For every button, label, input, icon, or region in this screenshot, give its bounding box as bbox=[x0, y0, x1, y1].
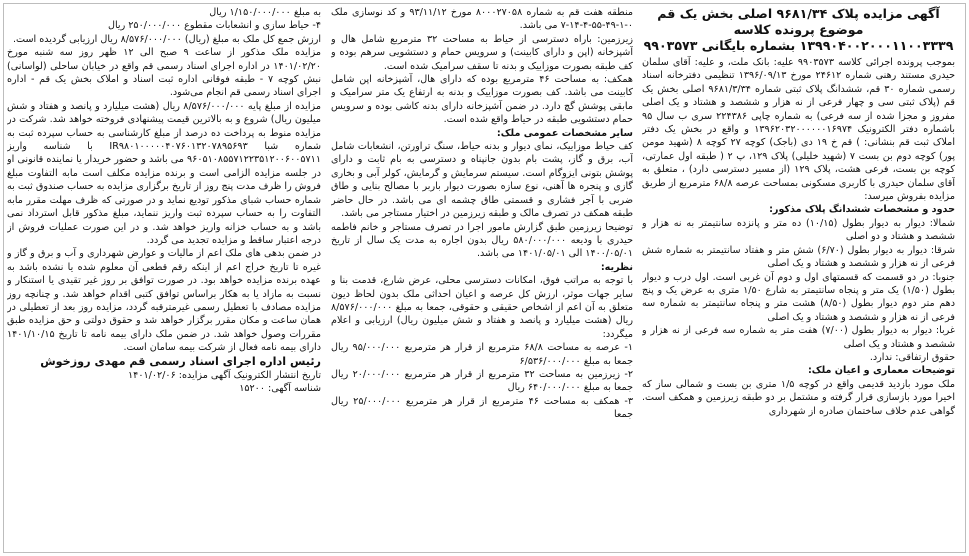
ad-id: شناسه آگهی: ۱۵۲۰۰ bbox=[239, 382, 321, 394]
valuation-item-1: ۱- عرصه به مساحت ۶۸/۸ مترمربع از قرار هر مترمربع ۹۵/۰۰۰/۰۰۰ ریال جمعا به مبلغ ۶/۵۳۶/۰۰۰/۰۰۰ bbox=[331, 342, 633, 367]
notice-title-line-1: آگهی مزایده پلاک ۹۶۸۱/۳۴ اصلی بخش یک قم موضوع پرونده کلاسه bbox=[657, 6, 940, 37]
easement-rights: حقوق ارتفاقی: ندارد. bbox=[869, 351, 955, 363]
valuation-item-4: ۴- حیاط سازی و انشعابات مقطوع ۲۵۰/۰۰۰/۰۰۰ ریال bbox=[108, 20, 321, 32]
boundary-south: جنوبا: در دو قسمت که قسمتهای اول و دوم آن غربی است. اول درب و دیوار بطول (۱/۵۰) یک متر و پنجاه سانتیمتر به شارع ۱/۵۰ متری به عرض یک و پنج دهم متر دوم دیوار بطول (۸/۵۰) هشت متر و پنجاه سانتیمتر به شماره سه فرعی از نه هزار و ششصد و هشتاد و یک اصلی bbox=[642, 271, 955, 323]
auction-time-place: مزایده ملک مذکور از ساعت ۹ صبح الی ۱۲ ظهر روز سه شنبه مورخ ۱۴۰۱/۰۲/۲۰ در اداره اجرای اسناد رسمی قم واقع در خیابان ساحلی (لواسانی) نبش کوچه ۷ - طبقه فوقانی اداره ثبت اسناد و املاک بخش یک قم - اداره اجرای اسناد رسمی قم انجام می‌شود. bbox=[7, 47, 321, 99]
valuation-item-3: ۳- همکف به مساحت ۴۶ مترمربع از قرار هر مترمربع ۲۵/۰۰۰/۰۰۰ ریال جمعا bbox=[331, 395, 633, 421]
publish-date: تاریخ انتشار الکترونیک آگهی مزایده: ۱۴۰۱/۰۲/۰۶ bbox=[128, 369, 321, 381]
case-description: بموجب پرونده اجرائی کلاسه ۹۹۰۳۵۷۳ علیه: بانک ملت، و علیه: آقای سلمان حیدری مستند رهنی شماره ۲۴۶۱۲ مورخ ۱۳۹۶/۰۹/۱۳ تنظیمی دفترخانه اسناد رسمی شماره ۳۰ قم، ششدانگ پلاک ثبتی شماره ۹۶۸۱/۳/۳۴ اصلی بخش یک قم (پلاک ثبتی سی و چهار فرعی از نه هزار و ششصد و هشتاد و یک اصلی مفروز و مجزا شده از سه فرعی) به شماره چاپی ۲۲۴۳۸۶ سری ب سال ۹۵ باشماره دفتر الکترونیک ۱۳۹۶۲۰۳۲۰۰۰۰۰۰۱۶۹۷۴ و واقع در بخش یک دفتر املاک ثبت قم بنشانی: ) قم خ ۱۹ دی (باجک) کوچه ۲۷ کوچه ۸ (شهید مومن پور) کوچه دوم بن بست ۷ (شهید خلیلی) پلاک ۱۲۹، پ ۲ ( طبقه اول عمارتی، کوچه بن بست، فرعی هشت، پلاک ۱۲۹ (از مسیر دسترسی دارد) ، متعلق به آقای سلمان حیدری با کاربری مسکونی بمساحت عرصه ۶۸/۸ مترمربع از طریق مزایده بفروش میرسد: bbox=[642, 57, 955, 203]
notice-column-middle bbox=[331, 6, 633, 548]
architecture-heading: توضیحات معماری و اعیان ملک: bbox=[807, 365, 955, 377]
boundary-north: شمالا: دیوار به دیوار بطول (۱۰/۱۵) ده متر و پانزده سانتیمتر به نه هزار و ششصد و هشتاد و دو اصلی bbox=[642, 217, 955, 243]
auction-conditions: در ضمن بدهی های ملک اعم از مالیات و عوارض شهرداری و آب و برق و گاز و غیره تا تاریخ خراج اعم از اینکه رقم قطعی آن معلوم شده یا نشده باشد به عهده برنده مزایده خواهد بود. در صورت توافق بر روز غیر تقیدی یا استنکار و نسبت به مازاد یا به هکار براساس توافق کتبی اقدام خواهد شد. و چنانچه روز مزایده مصادف با تعطیل رسمی غیرمترقبه گردد، مزایده روز بعد از تعطیلی در همان ساعت و مکان مقرر برگزار خواهد شد و حقوق دولتی و حق مزایده طبق مقررات وصول خواهد شد. در ضمن ملک دارای بیمه نامه تا تاریخ ۱۴۰۱/۱۰/۱۵ دارای بیمه نامه فعال از شرکت بیمه سامان است. bbox=[7, 248, 321, 354]
opinion-heading: نظریه: bbox=[600, 261, 633, 273]
valuation-item-3-amount: به مبلغ ۱/۱۵۰/۰۰۰/۰۰۰ ریال bbox=[209, 7, 321, 18]
architecture-description: ملک مورد بازدید قدیمی واقع در کوچه ۱/۵ متری بن بست و شمالی ساز که اخیرا مورد بازسازی قرار گرفته و مشتمل بر دو طبقه زیرزمین و همکف است. گواهی عدم خلاف ساختمان صادره از شهرداری bbox=[642, 378, 955, 417]
opinion-text: با توجه به مراتب فوق، امکانات دسترسی محلی، عرض شارع، قدمت بنا و سایر جهات موثر، ارزش کل عرصه و اعیان احداثی ملک بدون لحاظ دیون متعلق به آن اعم از اشخاص حقیقی و حقوقی، جمعا به مبلغ ۸/۵۷۶/۰۰۰/۰۰۰ ریال (هشت میلیارد و پانصد و هفتاد و شش میلیون ریال) ارزیابی و اعلام میگردد: bbox=[331, 275, 633, 340]
valuation-item-2: ۲- زیرزمین به مساحت ۳۲ مترمربع از قرار هر مترمربع ۲۰/۰۰۰/۰۰۰ ریال جمعا به مبلغ ۶۴۰/۰۰۰/۰۰۰ ریال bbox=[331, 368, 633, 394]
tenant-note: توضیحا زیرزمین طبق گزارش مامور اجرا در تصرف مستاجر و خانم فاطمه حیدری با ودیعه ۵۸۰/۰۰۰/۰۰۰ ریال بدون اجاره به مدت یک سال از تاریخ ۱۴۰۰/۰۵/۰۱ الی ۱۴۰۱/۰۵/۰۱ می باشد. bbox=[331, 221, 633, 260]
general-specs: کف حیاط موزاییک، نمای دیوار و بدنه حیاط، سنگ تراورتن، انشعابات شامل آب، برق و گاز، پشت بام بدون جانپناه و دسترسی به بام ثابت و دارای پوشش بتونی ایزوگام است. سیستم سرمایش و گرمایش، کولر آبی و بخاری گازی و پنجره ها آهنی، نوع سازه بصورت دیوار باربر با مصالح بنایی و طاق ضربی با آجر فشاری و قسمتی طاق چشمه ای می باشد. در حال حاضر طبقه همکف در تصرف مالک و طبقه زیرزمین در اختیار مستاجر می باشد. bbox=[331, 141, 633, 220]
general-specs-heading: سایر مشخصات عمومی ملک: bbox=[496, 127, 633, 139]
auction-terms: مزایده از مبلغ پایه ۸/۵۷۶/۰۰۰/۰۰۰ ریال (هشت میلیارد و پانصد و هفتاد و شش میلیون ریال) شروع و به بالاترین قیمت پیشنهادی فروخته خواهد شد. شرکت در مزایده منوط به پرداخت ده درصد از مبلغ کارشناسی به حساب سپرده ثبت به شماره شبا IR۹۸۰۱۰۰۰۰۰۴۰۷۶۰۱۳۲۰۷۸۹۵۶۹۳ با شناسه واریز ۹۶۰۵۱۰۸۵۵۷۱۲۲۳۵۱۲۰۰۶۰۰۵۷۱۱ می باشد و حضور خریدار یا نماینده قانونی او در جلسه مزایده الزامی است و برنده مزایده مکلف است مابه التفاوت مبلغ فروش را ظرف مدت پنج روز از تاریخ برگزاری مزایده به حساب صندوق ثبت به شماره حساب شبای مذکور تودیع نماید و در صورتی که ظرف مهلت مقرر مابه التفاوت را به حساب سپرده ثبت واریز ننماید، مبلغ مذکور قابل استرداد نمی باشد و به حساب خزانه واریز خواهد شد. و در این صورت عملیات فروش از درجه اعتبار ساقط و مزایده تجدید می گردد. bbox=[7, 100, 321, 246]
boundary-west: غربا: دیوار به دیوار بطول (۷/۰۰) هفت متر به شماره سه فرعی از نه هزار و ششصد و هشتاد و یک اصلی bbox=[642, 325, 955, 350]
basement-description: زیرزمین: باراه دسترسی از حیاط به مساحت ۳۲ مترمربع شامل هال و آشپزخانه (اپن و دارای کابینت) و سرویس حمام و دستشویی سرهم بوده و کف طبقه بصورت موزاییک و بدنه تا سقف سرامیک شده است. bbox=[331, 33, 633, 72]
notice-title-line-2: ۱۳۹۹۰۴۰۰۲۰۰۰۱۱۰۰۳۳۳۹ بشماره بایگانی ۹۹۰۳۵۷۳ bbox=[643, 38, 954, 53]
notice-column-right bbox=[642, 6, 955, 548]
municipality-code: منطقه هفت قم به شماره ۸۰۰۰۲۷۰۵۸ مورخ ۹۳/۱۱/۱۲ و کد نوسازی ملک ۰-۱-۴۹-۵۵-۴-۱۴-۷ می باشد. bbox=[331, 7, 633, 32]
total-valuation: ارزش جمع کل ملک به مبلغ (ریال) ۸/۵۷۶/۰۰۰/۰۰۰ ریال ارزیابی گردیده است. bbox=[13, 33, 321, 45]
boundary-east: شرقا: دیوار به دیوار بطول (۶/۷۰) شش متر و هفتاد سانتیمتر به شماره شش فرعی از نه هزار و ششصد و هشتاد و یک اصلی bbox=[642, 244, 955, 270]
signature: رئیس اداره اجرای اسناد رسمی قم مهدی روزخوش bbox=[40, 354, 321, 368]
ground-floor-description: همکف: به مساحت ۴۶ مترمربع بوده که دارای هال، آشپزخانه اپن شامل کابینت می باشد. کف بصورت موزاییک و بدنه به ارتفاع یک متر سرامیک و مابقی پوشش گچ دارد. در ضمن آشپزخانه دارای بدنه کاشی بوده و سرویس حمام دستشویی طبقه در حیاط واقع شده است. bbox=[331, 74, 633, 126]
notice-column-left bbox=[7, 6, 321, 548]
boundaries-heading: حدود و مشخصات ششدانگ پلاک مذکور: bbox=[769, 204, 955, 216]
